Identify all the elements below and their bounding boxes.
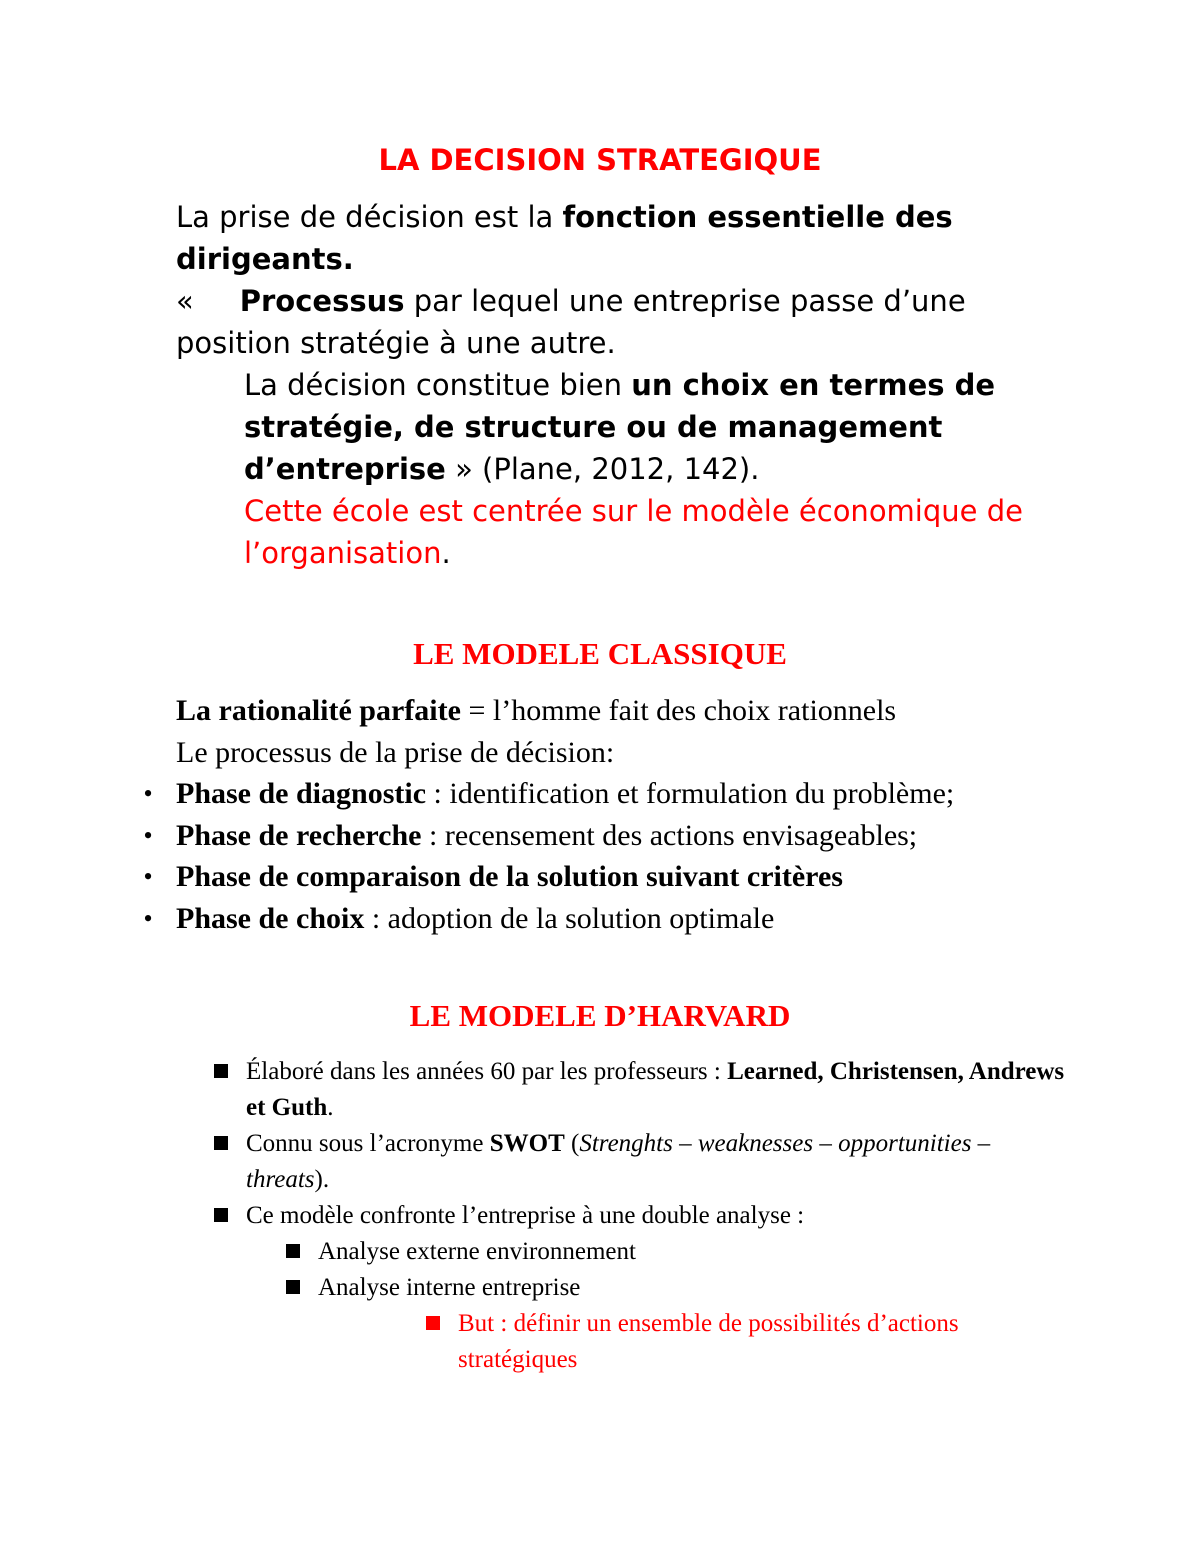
phase-item (143, 856, 1076, 898)
square-bullet-icon (286, 1244, 300, 1258)
heading-modele-harvard: LE MODELE D’HARVARD (409, 998, 791, 1033)
rationalite-definition: = l’homme fait des choix rationnels (460, 694, 897, 727)
rationalite-line (176, 690, 1076, 732)
phase-description: : recensement des actions envisageables; (421, 818, 918, 852)
phase-item (143, 773, 1076, 815)
bullet-icon: • (143, 779, 153, 808)
intro-emphasis: un choix en termes de stratégie, de structure ou de management d’entreprise (244, 368, 996, 486)
harvard-item (246, 1054, 1066, 1126)
bullet-icon: • (143, 862, 153, 891)
goal-text: But : définir un ensemble de possibilités d’actions stratégiques (458, 1310, 959, 1373)
intro-text: La décision constitue bien (244, 368, 632, 402)
harvard-item (246, 1198, 1066, 1234)
heading-modele-classique: LE MODELE CLASSIQUE (413, 636, 787, 671)
intro-paragraph-1 (176, 196, 1056, 280)
intro-text: par lequel une entreprise passe d’une position stratégie à une autre. (176, 284, 966, 360)
phase-name: Phase de comparaison de la solution suivant critères (176, 860, 843, 893)
bullet-icon: • (143, 903, 153, 933)
phase-description: : identification et formulation du problème; (426, 777, 955, 810)
processus-term: Processus (239, 284, 405, 318)
phase-name: Phase de diagnostic (176, 777, 427, 810)
intro-paragraph-4 (176, 490, 1056, 574)
rationalite-term: La rationalité parfaite (176, 694, 461, 727)
school-statement: Cette école est centrée sur le modèle économique de l’organisation (244, 494, 1023, 570)
phase-item (143, 815, 1076, 857)
intro-paragraph-2 (176, 280, 1056, 364)
harvard-goal (246, 1306, 1066, 1378)
swot-expansion: Strenghts – weaknesses – opportunities – threats (246, 1130, 991, 1193)
harvard-item (246, 1126, 1066, 1198)
swot-acronym: SWOT (489, 1130, 565, 1157)
quote-open: « (176, 284, 194, 318)
square-bullet-icon (286, 1280, 300, 1294)
phase-name: Phase de recherche (176, 818, 422, 852)
citation: (Plane, 2012, 142). (482, 452, 760, 486)
harvard-section (246, 1054, 1066, 1378)
item-text: Élaboré dans les années 60 par les professeurs : (246, 1058, 728, 1085)
bullet-icon: • (143, 820, 153, 850)
square-bullet-icon (426, 1316, 440, 1330)
period: . (441, 536, 451, 570)
processus-line: Le processus de la prise de décision: (176, 735, 615, 769)
classique-section (143, 690, 1076, 939)
phase-description: : adoption de la solution optimale (364, 901, 775, 935)
period: . (327, 1094, 334, 1121)
intro-text: La prise de décision est la (176, 200, 563, 234)
square-bullet-icon (214, 1136, 228, 1150)
professors-names: Learned, Christensen, Andrews et Guth (246, 1058, 1065, 1121)
item-text: Ce modèle confronte l’entreprise à une double analyse : (246, 1202, 805, 1229)
intro-section (176, 196, 1056, 574)
intro-paragraph-3 (176, 364, 1056, 490)
quote-close: » (445, 452, 483, 486)
paren-close: ). (314, 1166, 330, 1193)
harvard-subitem (246, 1270, 1066, 1306)
phase-name: Phase de choix (176, 901, 365, 935)
phase-item (143, 898, 1076, 940)
subitem-text: Analyse externe environnement (318, 1238, 636, 1265)
paren-open: ( (564, 1130, 580, 1157)
subitem-text: Analyse interne entreprise (318, 1274, 581, 1301)
harvard-subitem (246, 1234, 1066, 1270)
square-bullet-icon (214, 1208, 228, 1222)
document-title: LA DECISION STRATEGIQUE (378, 143, 822, 177)
intro-emphasis: fonction essentielle des dirigeants. (176, 200, 953, 276)
square-bullet-icon (214, 1064, 228, 1078)
item-text: Connu sous l’acronyme (246, 1130, 490, 1157)
